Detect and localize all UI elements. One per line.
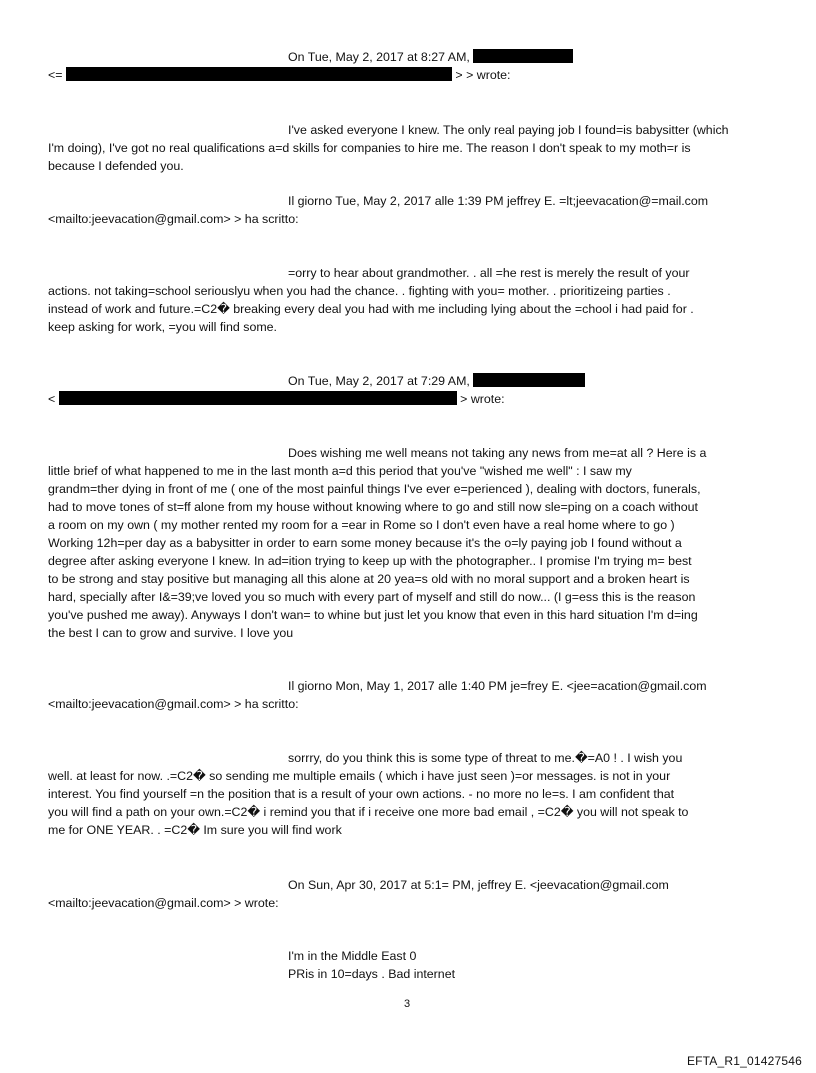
quote-header-line: Il giorno Tue, May 2, 2017 alle 1:39 PM jeffrey E. =lt;jeevacation@=mail.com (288, 194, 709, 208)
redaction-bar (473, 49, 573, 63)
redaction-bar (59, 391, 457, 405)
message-line: actions. not taking=school seriouslyu when you had the chance. . fighting with you= mother. . prioritizeing parties . (48, 284, 671, 298)
message-line: well. at least for now. .=C2� so sending me multiple emails ( which i have just seen )=or messages. is not in your (48, 769, 671, 783)
message-line: hard, specially after I&=39;ve loved you so much with every part of myself and still do now... (I g=ess this is the reason (48, 590, 696, 604)
message-line: Does wishing me well means not taking any news from me=at all ? Here is a (288, 446, 707, 460)
message-line: to be strong and stay positive but managing all this alone at 20 yea=s old with no moral support and a broken heart is (48, 572, 690, 586)
message-line: grandm=ther dying in front of me ( one of the most painful things I've ever e=perienced ), dealing with doctors, funerals, (48, 482, 701, 496)
message-line: because I defended you. (48, 159, 184, 173)
message-line: Working 12h=per day as a babysitter in order to earn some money because it's the o=ly paying job I found without a (48, 536, 682, 550)
quote-header-line: <mailto:jeevacation@gmail.com> > ha scritto: (48, 697, 299, 711)
quote-header-text: On Tue, May 2, 2017 at 7:29 AM, (288, 374, 470, 388)
quote-header-line (48, 66, 511, 84)
quote-header-text: On Tue, May 2, 2017 at 8:27 AM, (288, 50, 470, 64)
quote-header-line (288, 372, 585, 390)
message-line: I'm doing), I've got no real qualifications a=d skills for companies to hire me. The reason I don't speak to my moth=r is (48, 141, 691, 155)
quote-header-text: < (48, 392, 56, 406)
quote-header-text: > wrote: (460, 392, 505, 406)
message-line: keep asking for work, =you will find some. (48, 320, 277, 334)
quote-header-text: <= (48, 68, 63, 82)
message-line: instead of work and future.=C2� breaking every deal you had with me including lying about the =chool i had paid for . (48, 302, 694, 316)
message-line: =orry to hear about grandmother. . all =he rest is merely the result of your (288, 266, 690, 280)
quote-header-line: On Sun, Apr 30, 2017 at 5:1= PM, jeffrey E. <jeevacation@gmail.com (288, 878, 669, 892)
message-line: I've asked everyone I knew. The only real paying job I found=is babysitter (which (288, 123, 729, 137)
quote-header-line (48, 390, 505, 408)
page-number: 3 (404, 998, 411, 1010)
quote-header-line: <mailto:jeevacation@gmail.com> > wrote: (48, 896, 279, 910)
message-line: I'm in the Middle East 0 (288, 949, 417, 963)
message-line: had to move tones of st=ff alone from my house without knowing where to go and still now sle=ping on a coach without (48, 500, 698, 514)
quote-header-line (288, 48, 573, 66)
message-line: little brief of what happened to me in the last month a=d this period that you've "wished me well" : I saw my (48, 464, 632, 478)
message-line: you've pushed me away). Anyways I don't wan= to whine but just let you know that even in this hard situation I'm d=ing (48, 608, 698, 622)
quote-header-line: <mailto:jeevacation@gmail.com> > ha scritto: (48, 212, 299, 226)
message-line: PRis in 10=days . Bad internet (288, 967, 456, 981)
bates-number: EFTA_R1_01427546 (686, 1054, 802, 1068)
message-line: interest. You find yourself =n the position that is a result of your own actions. - no more no le=s. I am confident that (48, 787, 675, 801)
message-line: me for ONE YEAR. . =C2� Im sure you will find work (48, 823, 342, 837)
message-line: a room on my own ( my mother rented my room for a =ear in Rome so I don't even have a real home where to go ) (48, 518, 675, 532)
message-line: sorrry, do you think this is some type of threat to me.�=A0 ! . I wish you (288, 751, 683, 765)
redaction-bar (473, 373, 585, 387)
message-line: degree after asking everyone I knew. In ad=ition trying to keep up with the photographer.. I promise I'm trying m= best (48, 554, 692, 568)
quote-header-line: Il giorno Mon, May 1, 2017 alle 1:40 PM je=frey E. <jee=acation@gmail.com (288, 679, 707, 693)
redaction-bar (66, 67, 452, 81)
message-line: the best I can to grow and survive. I love you (48, 626, 294, 640)
message-line: you will find a path on your own.=C2� i remind you that if i receive one more bad email , =C2� you will not speak to (48, 805, 689, 819)
quote-header-text: > > wrote: (455, 68, 511, 82)
